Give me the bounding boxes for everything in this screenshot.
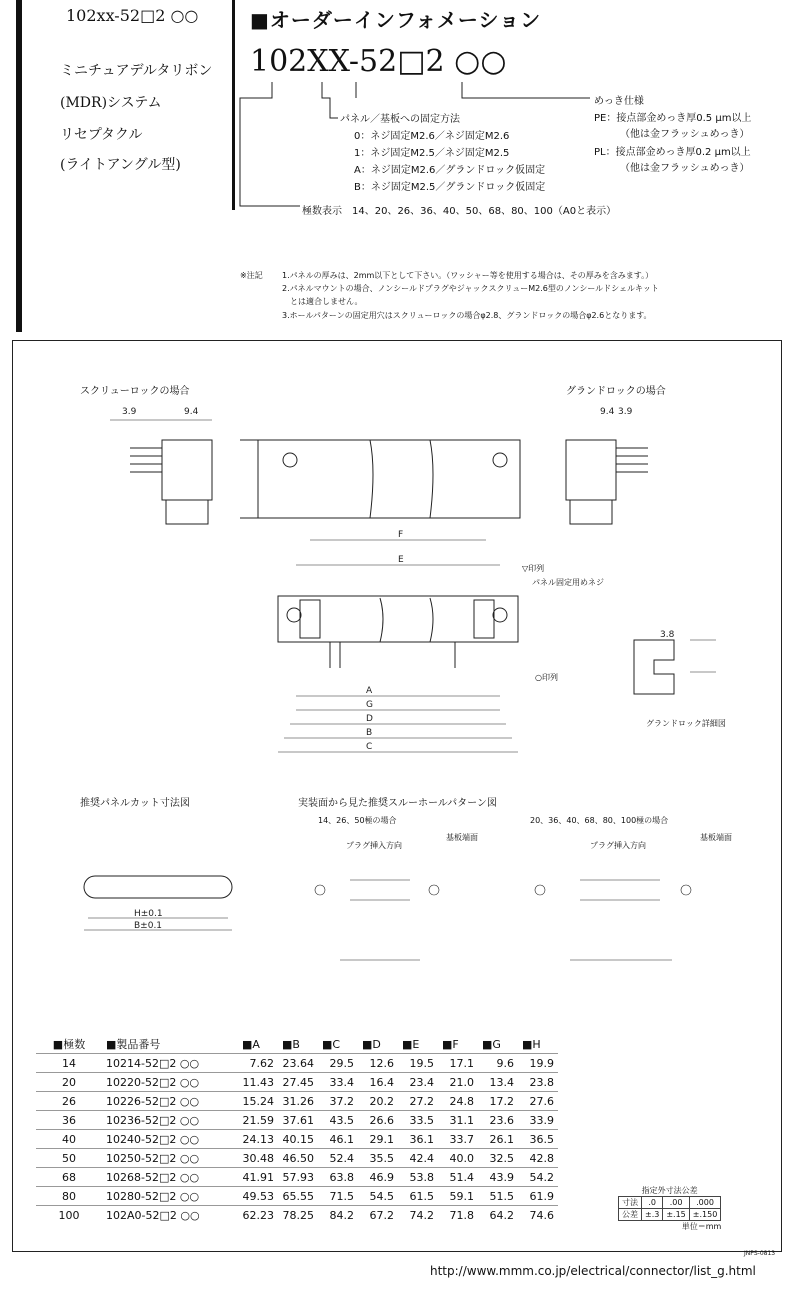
table-cell: 13.4 <box>478 1073 518 1092</box>
table-cell: 10280-52□2 ○○ <box>102 1187 238 1206</box>
notes-mark: ※注記 <box>240 271 263 280</box>
table-cell: 24.8 <box>438 1092 478 1111</box>
table-cell: 80 <box>36 1187 102 1206</box>
fix-method-label: パネル／基板への固定方法 <box>340 114 460 125</box>
dim-label: 9.4 <box>184 407 199 417</box>
table-cell: 63.8 <box>318 1168 358 1187</box>
column-header: ■極数 <box>52 1038 86 1051</box>
tolerance-title: 指定外寸法公差 <box>641 1186 698 1195</box>
table-header-row <box>36 1035 558 1054</box>
ground-lock-detail: グランドロック詳細図 <box>646 719 726 728</box>
table-cell: 68 <box>36 1168 102 1187</box>
table-cell: 42.8 <box>518 1149 558 1168</box>
note-line: とは適合しません。 <box>282 297 363 306</box>
plating-pe: PE：接点部金めっき厚0.5 μm以上 <box>594 113 752 124</box>
table-cell: 59.1 <box>438 1187 478 1206</box>
table-cell: 40.15 <box>278 1130 318 1149</box>
table-cell: 10240-52□2 ○○ <box>102 1130 238 1149</box>
table-cell: 26.6 <box>358 1111 398 1130</box>
table-cell: 42.4 <box>398 1149 438 1168</box>
board-edge: 基板端面 <box>700 833 732 842</box>
table-cell: 71.5 <box>318 1187 358 1206</box>
panel-cut-title: 推奨パネルカット寸法図 <box>80 798 190 809</box>
part-code: 102xx-52□2 ○○ <box>66 6 199 25</box>
dim-label: G <box>366 700 373 710</box>
table-cell: 74.2 <box>398 1206 438 1225</box>
plating-label: めっき仕様 <box>594 96 644 107</box>
table-cell: 26 <box>36 1092 102 1111</box>
column-header: ■C <box>322 1037 341 1051</box>
column-header: ■E <box>402 1037 420 1051</box>
mark-circle: ○印列 <box>535 673 558 682</box>
table-cell: 74.6 <box>518 1206 558 1225</box>
dim-label: 3.9 <box>618 407 633 417</box>
dim-label: 3.8 <box>660 630 675 640</box>
board-edge: 基板端面 <box>446 833 478 842</box>
table-cell: 40 <box>36 1130 102 1149</box>
column-header: ■B <box>282 1037 300 1051</box>
dim-label: B±0.1 <box>134 921 163 931</box>
table-cell: 84.2 <box>318 1206 358 1225</box>
fix-option: A：ネジ固定M2.6／グランドロック仮固定 <box>354 165 546 176</box>
column-header: ■D <box>362 1037 381 1051</box>
dim-label: 9.4 <box>600 407 615 417</box>
tolerance-cell: ±.150 <box>689 1209 721 1221</box>
mark-print: ▽印列 <box>522 564 545 573</box>
table-cell: 23.8 <box>518 1073 558 1092</box>
table-row <box>36 1187 558 1206</box>
table-cell: 62.23 <box>238 1206 278 1225</box>
table-cell: 20.2 <box>358 1092 398 1111</box>
table-cell: 36.5 <box>518 1130 558 1149</box>
table-cell: 31.1 <box>438 1111 478 1130</box>
table-cell: 10250-52□2 ○○ <box>102 1149 238 1168</box>
dim-label: B <box>366 728 373 738</box>
table-cell: 10226-52□2 ○○ <box>102 1092 238 1111</box>
table-cell: 43.9 <box>478 1168 518 1187</box>
table-cell: 35.5 <box>358 1149 398 1168</box>
table-cell: 23.64 <box>278 1054 318 1073</box>
table-row <box>36 1092 558 1111</box>
table-cell: 30.48 <box>238 1149 278 1168</box>
mark-screw: パネル固定用めネジ <box>532 578 604 587</box>
column-header: ■A <box>242 1037 260 1051</box>
table-cell: 11.43 <box>238 1073 278 1092</box>
table-row <box>36 1168 558 1187</box>
tolerance-cell: ±.3 <box>642 1209 663 1221</box>
table-cell: 57.93 <box>278 1168 318 1187</box>
table-cell: 9.6 <box>478 1054 518 1073</box>
dim-label: E <box>398 555 404 565</box>
tolerance-cell: 公差 <box>619 1209 642 1221</box>
column-header: ■G <box>482 1037 501 1051</box>
order-code: 102XX-52□2 ○○ <box>250 44 507 79</box>
table-cell: 10236-52□2 ○○ <box>102 1111 238 1130</box>
table-cell: 53.8 <box>398 1168 438 1187</box>
plug-direction: プラグ挿入方向 <box>346 841 402 850</box>
table-cell: 16.4 <box>358 1073 398 1092</box>
table-row <box>36 1130 558 1149</box>
table-cell: 10220-52□2 ○○ <box>102 1073 238 1092</box>
table-cell: 51.4 <box>438 1168 478 1187</box>
tolerance-cell: ±.15 <box>663 1209 689 1221</box>
product-name-line: ミニチュアデルタリボン <box>60 63 213 79</box>
table-cell: 65.55 <box>278 1187 318 1206</box>
table-cell: 17.1 <box>438 1054 478 1073</box>
table-cell: 23.4 <box>398 1073 438 1092</box>
table-cell: 61.5 <box>398 1187 438 1206</box>
table-cell: 15.24 <box>238 1092 278 1111</box>
table-row <box>36 1111 558 1130</box>
dim-label: C <box>366 742 373 752</box>
table-cell: 33.9 <box>518 1111 558 1130</box>
table-cell: 54.5 <box>358 1187 398 1206</box>
table-cell: 64.2 <box>478 1206 518 1225</box>
table-row <box>36 1073 558 1092</box>
table-cell: 7.62 <box>238 1054 278 1073</box>
table-cell: 37.61 <box>278 1111 318 1130</box>
table-cell: 21.59 <box>238 1111 278 1130</box>
table-row <box>36 1206 558 1225</box>
unit-label: 単位＝mm <box>681 1222 722 1231</box>
tolerance-cell: .000 <box>689 1197 721 1209</box>
table-cell: 50 <box>36 1149 102 1168</box>
table-cell: 19.9 <box>518 1054 558 1073</box>
product-name-line: (ライトアングル型) <box>60 157 181 173</box>
table-cell: 100 <box>36 1206 102 1225</box>
table-cell: 51.5 <box>478 1187 518 1206</box>
table-cell: 78.25 <box>278 1206 318 1225</box>
table-cell: 19.5 <box>398 1054 438 1073</box>
table-cell: 10268-52□2 ○○ <box>102 1168 238 1187</box>
hole-pattern-a: 14、26、50極の場合 <box>318 816 397 825</box>
table-cell: 23.6 <box>478 1111 518 1130</box>
table-cell: 37.2 <box>318 1092 358 1111</box>
source-url[interactable]: http://www.mmm.co.jp/electrical/connector/list_g.html <box>430 1264 756 1278</box>
table-cell: 27.45 <box>278 1073 318 1092</box>
tolerance-box <box>618 1185 721 1232</box>
plating-pl: PL：接点部金めっき厚0.2 μm以上 <box>594 147 751 158</box>
screw-lock-title: スクリューロックの場合 <box>80 386 190 397</box>
product-name-line: リセプタクル <box>60 127 143 143</box>
dimension-table <box>36 1035 558 1224</box>
table-cell: 31.26 <box>278 1092 318 1111</box>
table-cell: 12.6 <box>358 1054 398 1073</box>
table-cell: 71.8 <box>438 1206 478 1225</box>
table-cell: 24.13 <box>238 1130 278 1149</box>
table-cell: 54.2 <box>518 1168 558 1187</box>
column-header: ■製品番号 <box>106 1038 161 1051</box>
table-cell: 29.5 <box>318 1054 358 1073</box>
table-cell: 20 <box>36 1073 102 1092</box>
table-cell: 36 <box>36 1111 102 1130</box>
fix-option: 1：ネジ固定M2.5／ネジ固定M2.5 <box>354 148 510 159</box>
hole-pattern-b: 20、36、40、68、80、100極の場合 <box>530 816 669 825</box>
table-cell: 33.5 <box>398 1111 438 1130</box>
table-cell: 26.1 <box>478 1130 518 1149</box>
ground-lock-title: グランドロックの場合 <box>566 386 666 397</box>
fix-option: 0：ネジ固定M2.6／ネジ固定M2.6 <box>354 131 510 142</box>
dim-label: A <box>366 686 373 696</box>
page-title: ■オーダーインフォメーション <box>250 8 542 32</box>
table-cell: 46.1 <box>318 1130 358 1149</box>
tolerance-cell: .00 <box>663 1197 689 1209</box>
table-cell: 67.2 <box>358 1206 398 1225</box>
table-cell: 33.7 <box>438 1130 478 1149</box>
hole-pattern-title: 実装面から見た推奨スルーホールパターン図 <box>298 798 497 809</box>
tolerance-cell: .0 <box>642 1197 663 1209</box>
tolerance-cell: 寸法 <box>619 1197 642 1209</box>
document-number: JNPS-0813 <box>744 1250 776 1257</box>
note-line: 2.パネルマウントの場合、ノンシールドプラグやジャックスクリューM2.6型のノンシールドシェルキット <box>282 284 659 293</box>
table-cell: 40.0 <box>438 1149 478 1168</box>
table-cell: 46.50 <box>278 1149 318 1168</box>
dim-label: D <box>366 714 373 724</box>
column-header: ■H <box>522 1037 541 1051</box>
table-cell: 52.4 <box>318 1149 358 1168</box>
table-row <box>36 1149 558 1168</box>
table-cell: 21.0 <box>438 1073 478 1092</box>
table-cell: 46.9 <box>358 1168 398 1187</box>
column-header: ■F <box>442 1037 459 1051</box>
poles-label: 極数表示 14、20、26、36、40、50、68、80、100（A0と表示） <box>302 206 617 217</box>
table-cell: 61.9 <box>518 1187 558 1206</box>
table-cell: 43.5 <box>318 1111 358 1130</box>
table-cell: 49.53 <box>238 1187 278 1206</box>
fix-option: B：ネジ固定M2.5／グランドロック仮固定 <box>354 182 546 193</box>
table-cell: 41.91 <box>238 1168 278 1187</box>
table-cell: 10214-52□2 ○○ <box>102 1054 238 1073</box>
table-cell: 14 <box>36 1054 102 1073</box>
table-cell: 102A0-52□2 ○○ <box>102 1206 238 1225</box>
plug-direction: プラグ挿入方向 <box>590 841 646 850</box>
table-cell: 27.6 <box>518 1092 558 1111</box>
table-cell: 27.2 <box>398 1092 438 1111</box>
product-name-line: (MDR)システム <box>60 95 162 111</box>
table-row <box>36 1054 558 1073</box>
table-cell: 32.5 <box>478 1149 518 1168</box>
dim-label: F <box>398 530 404 540</box>
table-cell: 33.4 <box>318 1073 358 1092</box>
dim-label: 3.9 <box>122 407 137 417</box>
note-line: 3.ホールパターンの固定用穴はスクリューロックの場合φ2.8、グランドロックの場合φ2.6となります。 <box>282 311 652 320</box>
plating-pl-note: （他は金フラッシュめっき） <box>620 163 750 174</box>
table-cell: 17.2 <box>478 1092 518 1111</box>
note-line: 1.パネルの厚みは、2mm以下として下さい。（ワッシャー等を使用する場合は、その厚みを含みます。） <box>282 271 654 280</box>
plating-pe-note: （他は金フラッシュめっき） <box>620 129 750 140</box>
table-cell: 29.1 <box>358 1130 398 1149</box>
table-cell: 36.1 <box>398 1130 438 1149</box>
dim-label: H±0.1 <box>134 909 163 919</box>
